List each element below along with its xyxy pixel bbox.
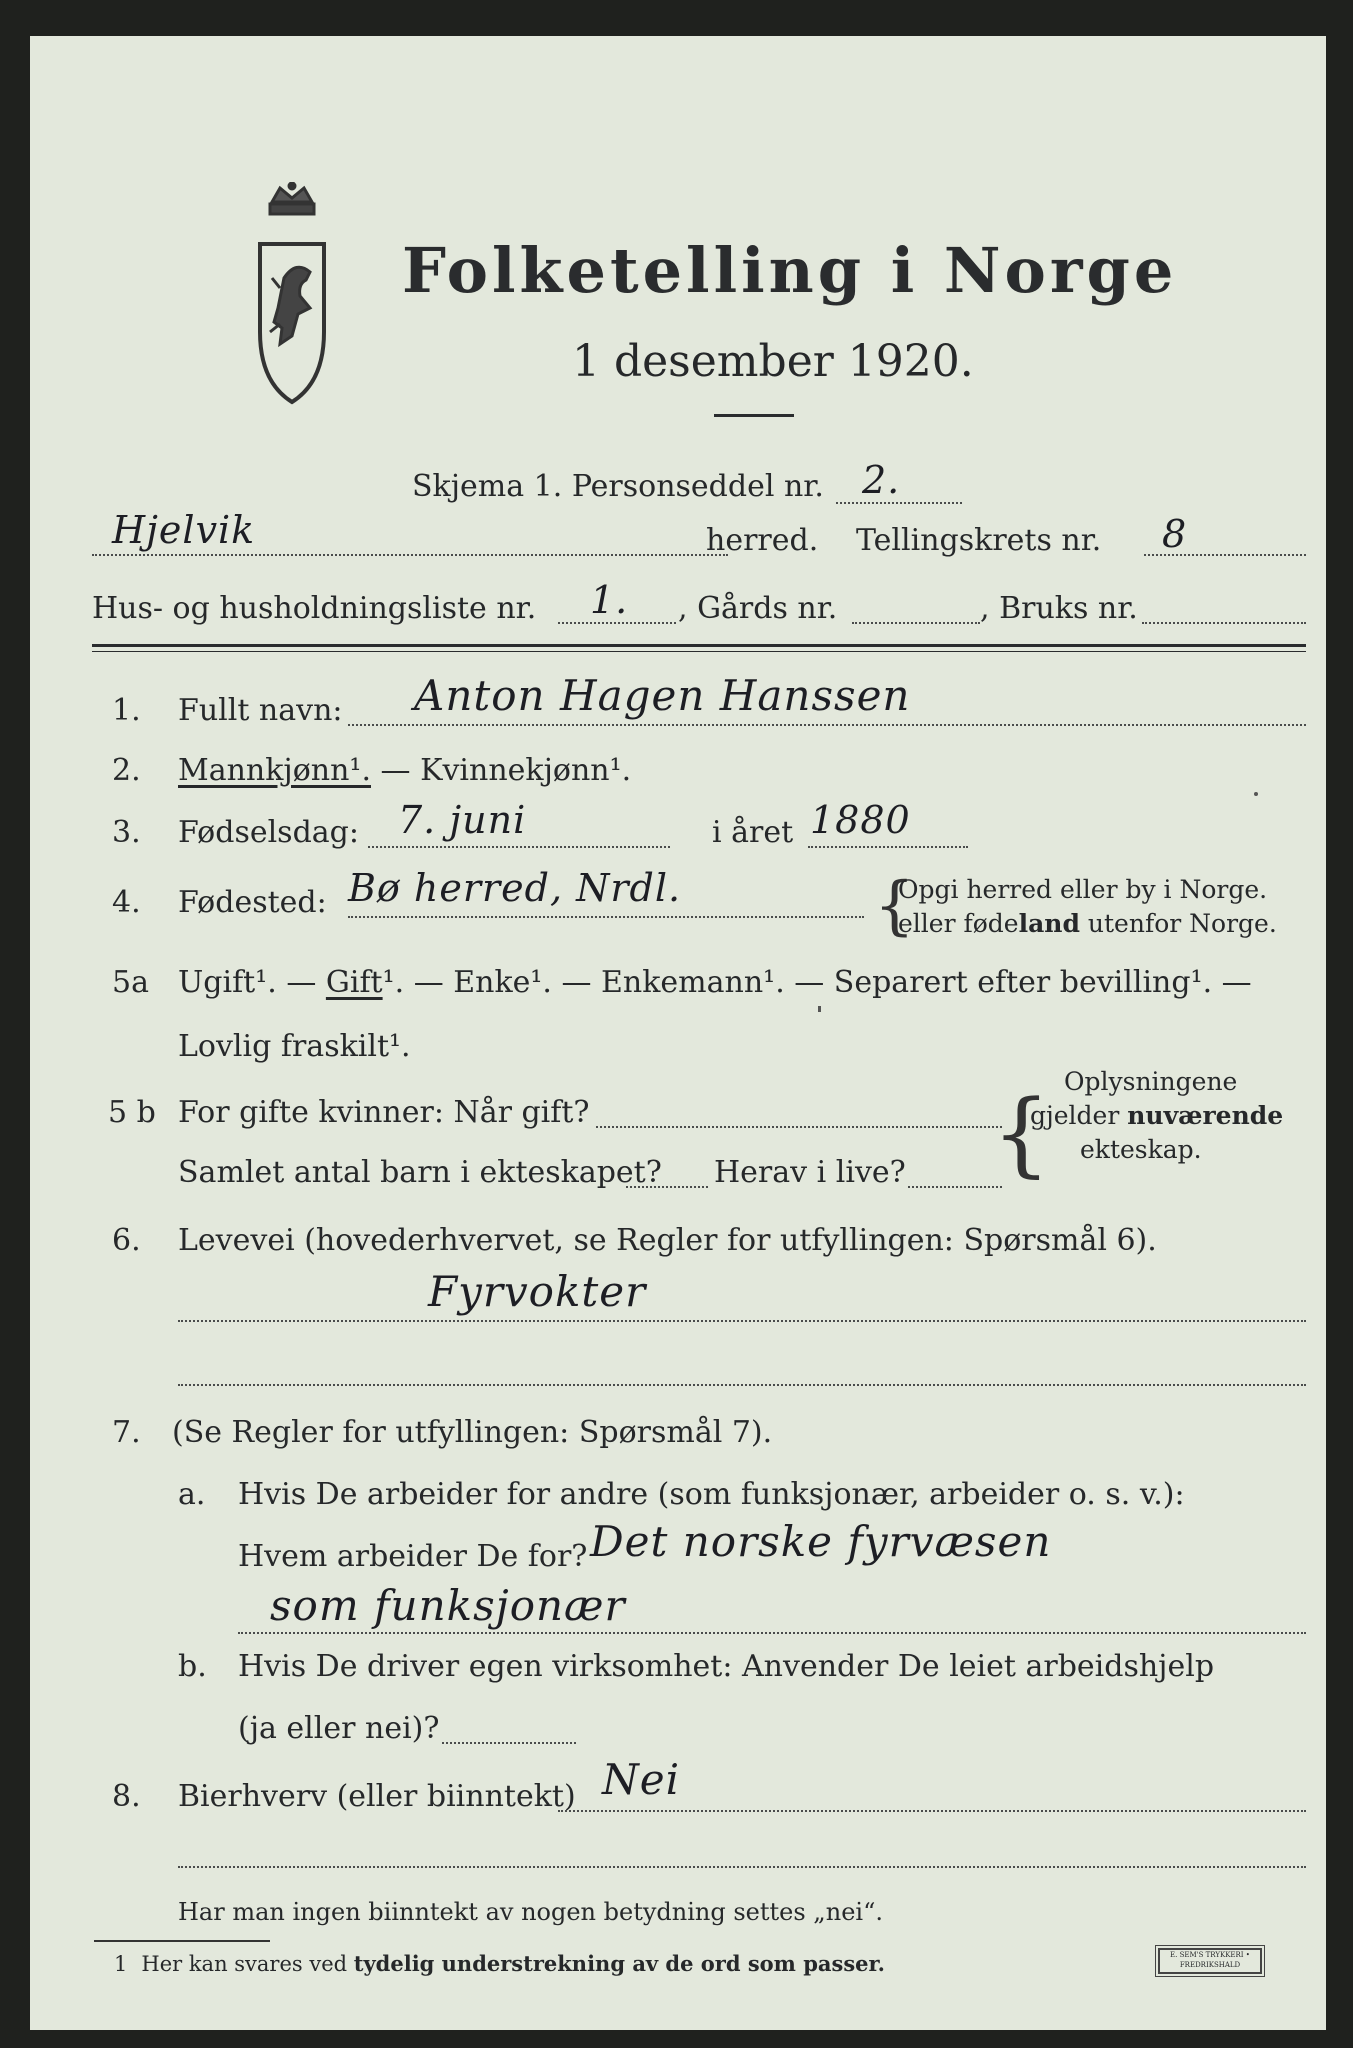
q5a-number: 5a: [112, 965, 149, 1000]
census-form: [30, 36, 1326, 2030]
q4-note-1: Opgi herred eller by i Norge.: [898, 875, 1268, 904]
q7a-value-2: som funksjonær: [270, 1581, 626, 1630]
q2-number: 2.: [112, 753, 141, 788]
q4-value: Bø herred, Nrdl.: [348, 866, 682, 910]
q5b-label-b: Samlet antal barn i ekteskapet?: [178, 1155, 662, 1190]
bruks-label: , Bruks nr.: [980, 591, 1138, 626]
q7a-question: Hvem arbeider De for?: [238, 1539, 588, 1574]
q5b-dots-c: [908, 1186, 1002, 1188]
q7b-letter: b.: [178, 1649, 207, 1684]
skjema-label: Skjema 1. Personseddel nr.: [412, 469, 824, 504]
q1-number: 1.: [112, 693, 141, 728]
q4-brace: {: [874, 869, 915, 943]
header-rule: [92, 644, 1306, 647]
ink-dot-2: [818, 1006, 821, 1012]
q4-number: 4.: [112, 885, 141, 920]
q8-dots-2: [178, 1866, 1306, 1868]
q6-value: Fyrvokter: [428, 1267, 647, 1316]
q6-dots-1: [178, 1320, 1306, 1322]
q7a-letter: a.: [178, 1477, 206, 1512]
skjema-value: 2.: [862, 458, 901, 502]
q3-value: 7. juni: [398, 798, 527, 842]
q1-label: Fullt navn:: [178, 693, 343, 728]
q4-dots: [348, 916, 864, 918]
q3-number: 3.: [112, 815, 141, 850]
norway-coat-of-arms-icon: [242, 182, 342, 412]
ink-dot: [1254, 792, 1258, 796]
gards-dots: [852, 622, 980, 624]
q5b-label-a: For gifte kvinner: Når gift?: [178, 1095, 590, 1130]
form-subtitle: 1 desember 1920.: [572, 336, 974, 387]
q5a-line2: Lovlig fraskilt¹.: [178, 1029, 411, 1064]
q4-note-2: eller fødeland utenfor Norge.: [898, 909, 1277, 938]
q2-option-male: Mannkjønn¹.: [178, 753, 371, 788]
q5b-dots-b: [626, 1186, 708, 1188]
q5b-label-c: Herav i live?: [714, 1155, 906, 1190]
hus-value: 1.: [590, 578, 629, 622]
q7b-dots: [442, 1742, 576, 1744]
q5b-note-1: Oplysningene: [1064, 1067, 1238, 1096]
q3-year-dots: [808, 846, 968, 848]
q7b-question: (ja eller nei)?: [238, 1711, 440, 1746]
bottom-note-text: Har man ingen biinntekt av nogen betydning settes „nei“.: [178, 1898, 883, 1926]
bruks-dots: [1142, 622, 1306, 624]
q3-dots: [368, 846, 670, 848]
q5b-number: 5 b: [108, 1095, 156, 1130]
q7-label: (Se Regler for utfyllingen: Spørsmål 7).: [172, 1415, 773, 1450]
q8-dots: [558, 1810, 1306, 1812]
q5b-brace: {: [992, 1080, 1051, 1187]
q5b-dots-a: [596, 1126, 1002, 1128]
q7a-value-1: Det norske fyrvæsen: [590, 1517, 1052, 1566]
q7b-text: Hvis De driver egen virksomhet: Anvender De leiet arbeidshjelp: [238, 1649, 1215, 1684]
krets-label: Tellingskrets nr.: [856, 523, 1102, 558]
footnote-rule: [94, 1940, 270, 1942]
q7a-dots: [238, 1632, 1306, 1634]
q3-label: Fødselsdag:: [178, 815, 359, 850]
q3-year-value: 1880: [810, 798, 911, 842]
q8-number: 8.: [112, 1779, 141, 1814]
q5a-text: Ugift¹. — Gift¹. — Enke¹. — Enkemann¹. — Separert efter bevilling¹. —: [178, 965, 1252, 1000]
hus-dots: [558, 622, 676, 624]
title-divider: [714, 414, 794, 417]
header-rule-thin: [92, 651, 1306, 652]
q1-dots: [348, 724, 1306, 726]
q2-option-female: — Kvinnekjønn¹.: [371, 753, 632, 788]
gards-label: , Gårds nr.: [678, 591, 838, 626]
q6-number: 6.: [112, 1223, 141, 1258]
hus-label: Hus- og husholdningsliste nr.: [92, 591, 537, 626]
q1-value: Anton Hagen Hanssen: [414, 671, 911, 720]
herred-label: herred.: [706, 523, 819, 558]
krets-value: 8: [1162, 512, 1188, 556]
q7-number: 7.: [112, 1415, 141, 1450]
q5b-note-3: ekteskap.: [1080, 1135, 1202, 1164]
footnote: 1 Her kan svares ved tydelig understrekning av de ord som passer.: [114, 1951, 885, 1976]
q4-label: Fødested:: [178, 885, 327, 920]
form-title: Folketelling i Norge: [402, 234, 1178, 307]
q8-value: Nei: [602, 1755, 681, 1804]
skjema-dots: [836, 502, 962, 504]
printer-stamp: E. SEM'S TRYKKERI • FREDRIKSHALD: [1158, 1948, 1262, 1974]
q5a-option-married: Gift: [325, 965, 383, 1000]
q7a-text: Hvis De arbeider for andre (som funksjonær, arbeider o. s. v.):: [238, 1477, 1185, 1512]
q6-label: Levevei (hovederhvervet, se Regler for utfyllingen: Spørsmål 6).: [178, 1223, 1157, 1258]
q2-text: [178, 754, 631, 788]
q5b-note-2: gjelder nuværende: [1030, 1101, 1284, 1130]
q3-year-label: i året: [712, 815, 794, 850]
q8-label: Bierhverv (eller biinntekt): [178, 1779, 576, 1814]
herred-dots: [92, 554, 728, 556]
q6-dots-2: [178, 1384, 1306, 1386]
herred-value: Hjelvik: [112, 508, 256, 552]
